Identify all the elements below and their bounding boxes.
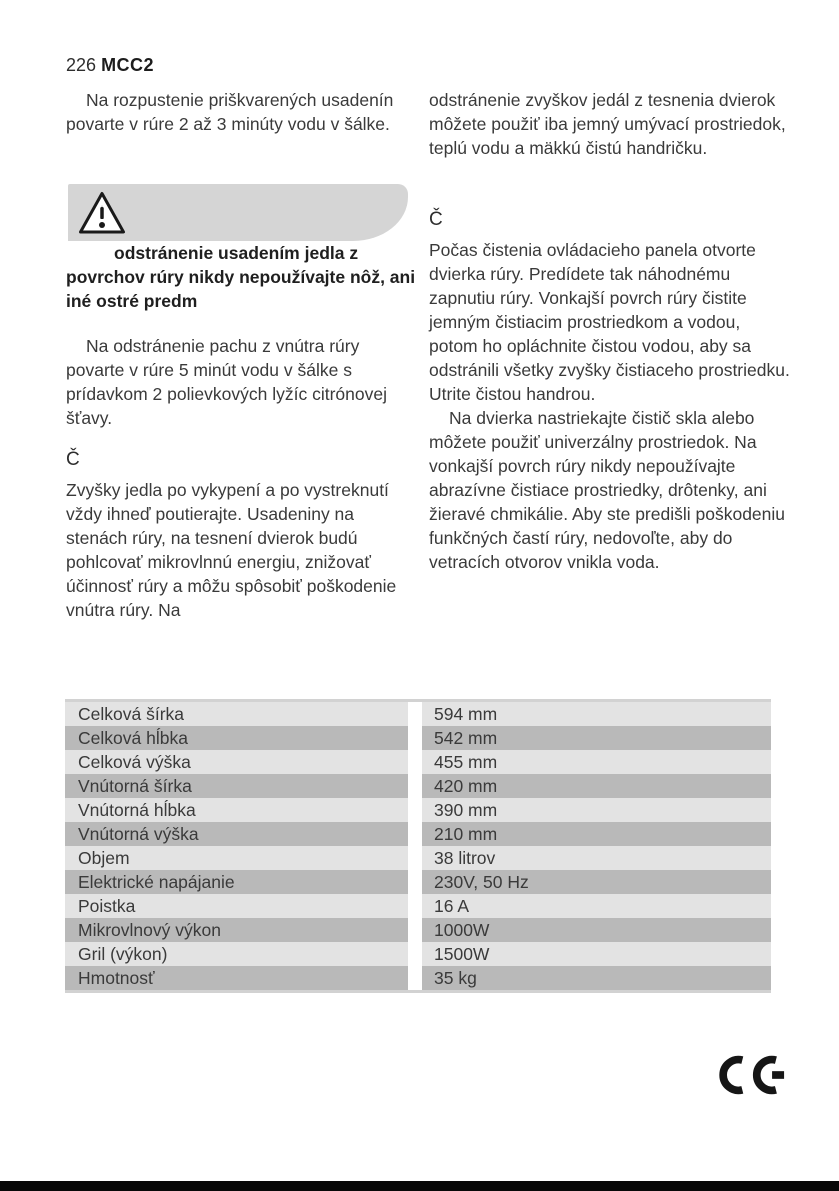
spec-column-gap — [408, 702, 422, 726]
spec-label: Celková výška — [65, 750, 408, 774]
spec-label: Gril (výkon) — [65, 942, 408, 966]
spec-label: Celková šírka — [65, 702, 408, 726]
right-text-block — [429, 238, 793, 574]
spec-label: Vnútorná výška — [65, 822, 408, 846]
right-paragraph-3: Na dvierka nastriekajte čistič skla alebo môžete použiť univerzálny prostriedok. Na vonkajší povrch rúry nikdy nepoužívajte abrazívne čistiace prostriedky, drôtenky, ani žieravé chmikálie. Aby ste predišli poškodeniu funkčných častí rúry, nedovoľte, aby do vetracích otvorov vnikla voda. — [429, 408, 786, 572]
spec-label: Poistka — [65, 894, 408, 918]
spec-column-gap — [408, 774, 422, 798]
spec-label: Hmotnosť — [65, 966, 408, 990]
spec-label: Celková hĺbka — [65, 726, 408, 750]
page-header — [66, 53, 154, 77]
spec-column-gap — [408, 822, 422, 846]
table-row — [65, 846, 771, 870]
spec-column-gap — [408, 870, 422, 894]
spec-value: 1500W — [422, 942, 771, 966]
left-paragraph-3: Zvyšky jedla po vykypení a po vystreknutí vždy ihneď poutierajte. Usadeniny na stenách rúry, na tesnení dvierok budú pohlcovať mikrovlnnú energiu, znižovať účinnosť rúry a môžu spôsobiť poškodenie vnútra rúry. Na — [66, 480, 397, 620]
spec-column-gap — [408, 894, 422, 918]
page-number: 226 — [66, 55, 97, 75]
warning-triangle-icon — [77, 190, 127, 236]
spec-value: 420 mm — [422, 774, 771, 798]
spec-table — [65, 699, 771, 993]
table-row — [65, 918, 771, 942]
spec-column-gap — [408, 750, 422, 774]
table-row — [65, 822, 771, 846]
warning-text: odstránenie usadením jedla z povrchov rúry nikdy nepoužívajte nôž, ani iné ostré predm — [66, 243, 416, 311]
table-row — [65, 798, 771, 822]
spec-column-gap — [408, 798, 422, 822]
table-row — [65, 726, 771, 750]
table-row — [65, 870, 771, 894]
spec-label: Vnútorná hĺbka — [65, 798, 408, 822]
spec-value: 210 mm — [422, 822, 771, 846]
spec-value: 16 A — [422, 894, 771, 918]
spec-value: 38 litrov — [422, 846, 771, 870]
ce-mark-icon — [714, 1045, 786, 1105]
right-paragraph-1: odstránenie zvyškov jedál z tesnenia dvierok môžete použiť iba jemný umývací prostriedok, teplú vodu a mäkkú čistú handričku. — [429, 90, 786, 158]
left-paragraph-1: Na rozpustenie priškvarených usadenín povarte v rúre 2 až 3 minúty vodu v šálke. — [66, 90, 394, 134]
table-row — [65, 774, 771, 798]
spec-value: 1000W — [422, 918, 771, 942]
spec-label: Objem — [65, 846, 408, 870]
spec-value: 455 mm — [422, 750, 771, 774]
page-bottom-scan-bar — [0, 1181, 839, 1191]
spec-value: 594 mm — [422, 702, 771, 726]
table-row — [65, 942, 771, 966]
spec-label: Elektrické napájanie — [65, 870, 408, 894]
spec-column-gap — [408, 726, 422, 750]
spec-label: Vnútorná šírka — [65, 774, 408, 798]
table-row — [65, 966, 771, 990]
table-row — [65, 702, 771, 726]
warning-box — [68, 184, 408, 241]
left-paragraph-2: Na odstránenie pachu z vnútra rúry povarte v rúre 5 minút vodu v šálke s prídavkom 2 polievkových lyžíc citrónovej šťavy. — [66, 336, 387, 428]
spec-value: 390 mm — [422, 798, 771, 822]
spec-column-gap — [408, 966, 422, 990]
spec-label: Mikrovlnový výkon — [65, 918, 408, 942]
spec-column-gap — [408, 918, 422, 942]
model-name: MCC2 — [101, 55, 155, 75]
spec-value: 542 mm — [422, 726, 771, 750]
table-row — [65, 750, 771, 774]
spec-value: 35 kg — [422, 966, 771, 990]
right-paragraph-2: Počas čistenia ovládacieho panela otvorte dvierka rúry. Predídete tak náhodnému zapnutiu rúry. Vonkajší povrch rúry čistite jemným čistiacim prostriedkom a vodou, potom ho opláchnite čistou vodou, aby sa odstránili všetky zvyšky čistiaceho prostriedku. Utrite čistou handrou. — [429, 240, 790, 404]
spec-column-gap — [408, 846, 422, 870]
left-section-heading: Č — [66, 449, 80, 470]
right-section-heading: Č — [429, 209, 443, 230]
spec-column-gap — [408, 942, 422, 966]
spec-value: 230V, 50 Hz — [422, 870, 771, 894]
table-row — [65, 894, 771, 918]
